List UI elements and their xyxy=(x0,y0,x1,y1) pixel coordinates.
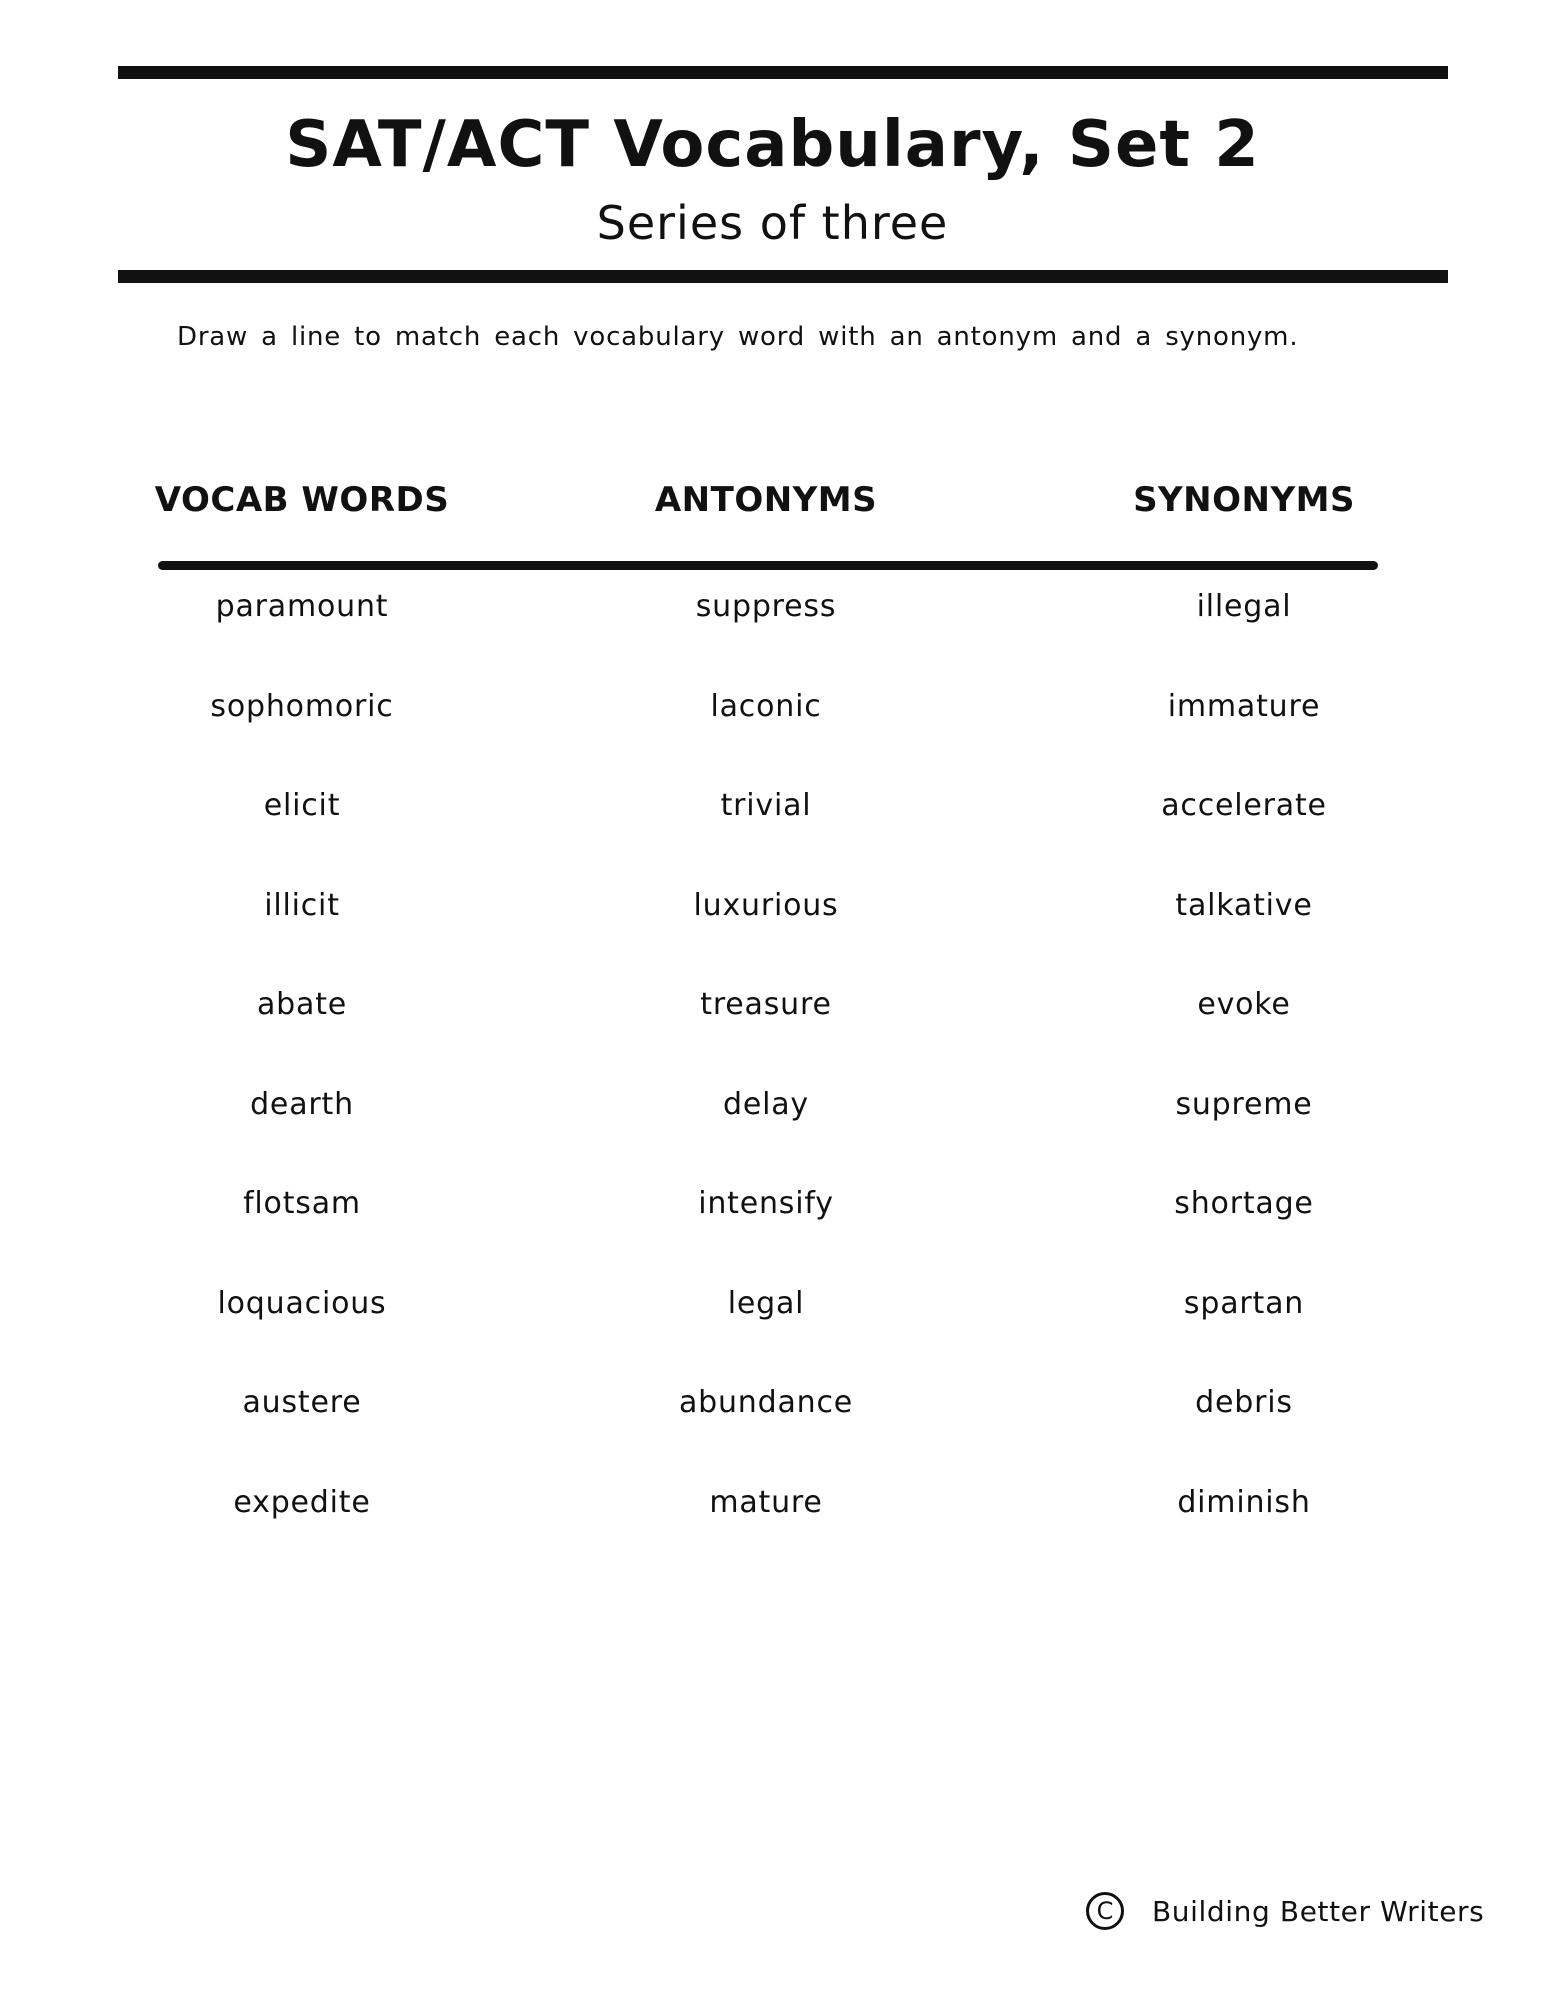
antonym-word: trivial xyxy=(720,788,812,823)
instructions: Draw a line to match each vocabulary word with an antonym and a synonym. xyxy=(177,322,1299,352)
synonym-word: diminish xyxy=(1177,1484,1311,1520)
synonym-word-list xyxy=(984,582,1504,1577)
vocab-column xyxy=(42,478,562,1520)
antonym-word: suppress xyxy=(695,589,837,624)
page-title: SAT/ACT Vocabulary, Set 2 xyxy=(285,108,1260,182)
copyright-icon: C xyxy=(1086,1892,1124,1930)
synonyms-column xyxy=(984,478,1504,1520)
antonym-word: luxurious xyxy=(693,887,839,923)
vocab-word: expedite xyxy=(233,1484,371,1520)
antonym-word-list xyxy=(506,582,1026,1577)
synonym-word: immature xyxy=(1167,688,1321,724)
antonym-word: intensify xyxy=(698,1186,834,1221)
vocab-word: paramount xyxy=(215,589,389,624)
vocab-word: illicit xyxy=(264,887,340,923)
antonyms-column xyxy=(506,478,1026,1520)
antonym-word: treasure xyxy=(700,987,832,1022)
synonym-word: accelerate xyxy=(1161,788,1327,823)
antonym-word: legal xyxy=(727,1285,805,1321)
antonyms-column-header: ANTONYMS xyxy=(654,480,878,520)
antonym-word: delay xyxy=(723,1086,809,1122)
column-header-divider xyxy=(158,561,1378,570)
synonym-word: spartan xyxy=(1183,1285,1305,1321)
synonym-word: shortage xyxy=(1174,1186,1314,1221)
footer-credit xyxy=(1086,1888,1484,1934)
synonym-word: evoke xyxy=(1197,987,1291,1022)
synonym-word: talkative xyxy=(1175,887,1313,923)
vocab-word: abate xyxy=(256,987,348,1022)
synonyms-column-header: SYNONYMS xyxy=(1133,480,1355,520)
page-subtitle: Series of three xyxy=(596,196,949,250)
vocab-word: austere xyxy=(242,1385,362,1420)
footer-text: Building Better Writers xyxy=(1152,1894,1485,1928)
vocab-word: elicit xyxy=(263,788,341,823)
antonym-word: laconic xyxy=(710,688,822,724)
synonym-word: illegal xyxy=(1196,589,1292,624)
title-divider xyxy=(118,270,1448,283)
antonym-word: abundance xyxy=(678,1385,854,1420)
vocab-word: sophomoric xyxy=(210,688,394,724)
synonym-word: supreme xyxy=(1175,1086,1313,1122)
vocab-column-header: VOCAB WORDS xyxy=(154,480,450,520)
antonym-word: mature xyxy=(709,1484,823,1520)
vocab-word-list xyxy=(42,582,562,1577)
synonym-word: debris xyxy=(1195,1385,1293,1420)
vocab-word: flotsam xyxy=(243,1186,361,1221)
vocab-word: loquacious xyxy=(217,1285,387,1321)
vocab-word: dearth xyxy=(250,1086,354,1122)
top-divider xyxy=(118,66,1448,79)
